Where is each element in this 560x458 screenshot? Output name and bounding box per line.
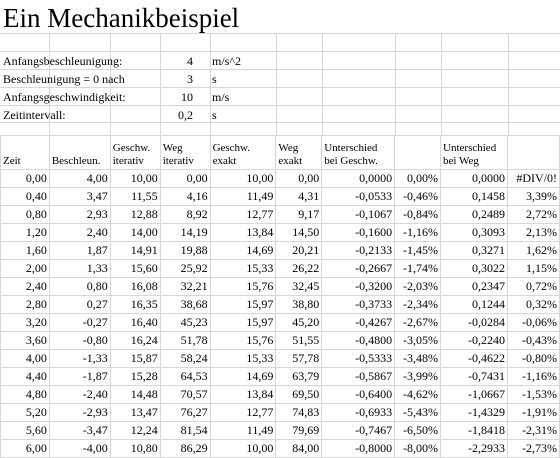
column-header-line: Beschleun. bbox=[51, 155, 101, 167]
table-cell[interactable]: 58,24 bbox=[160, 350, 210, 368]
column-header-line: Geschw. bbox=[212, 142, 251, 154]
table-cell[interactable]: 25,92 bbox=[160, 260, 210, 278]
table-cell[interactable]: 14,19 bbox=[160, 224, 210, 242]
table-cell[interactable]: -1,16% bbox=[507, 368, 559, 386]
table-cell[interactable]: -1,53% bbox=[507, 386, 559, 404]
table-cell[interactable]: 1,20 bbox=[1, 224, 50, 242]
table-cell[interactable]: -1,45% bbox=[395, 242, 441, 260]
table-row bbox=[1, 332, 560, 350]
table-header-row bbox=[1, 136, 560, 170]
table-cell[interactable]: 12,77 bbox=[210, 206, 276, 224]
table-cell[interactable]: 45,20 bbox=[276, 314, 322, 332]
param-unit: s bbox=[212, 72, 217, 86]
table-cell[interactable]: 4,40 bbox=[1, 368, 50, 386]
table-cell[interactable]: 19,88 bbox=[160, 242, 210, 260]
results-table bbox=[0, 135, 560, 458]
table-cell[interactable]: 32,21 bbox=[160, 278, 210, 296]
table-cell[interactable]: 4,00 bbox=[1, 350, 50, 368]
table-row bbox=[1, 170, 560, 188]
column-header-line: exakt bbox=[278, 155, 303, 167]
table-cell[interactable]: 0,0000 bbox=[322, 170, 395, 188]
column-header-line: Unterschied bbox=[443, 142, 497, 154]
table-cell[interactable]: -2,73% bbox=[507, 440, 559, 458]
table-cell[interactable]: -6,50% bbox=[395, 422, 441, 440]
table-row bbox=[1, 314, 560, 332]
table-cell[interactable]: 79,69 bbox=[276, 422, 322, 440]
table-cell[interactable]: -0,06% bbox=[507, 314, 559, 332]
table-cell[interactable]: 13,84 bbox=[210, 224, 276, 242]
param-row-initial-velocity bbox=[0, 88, 560, 106]
table-cell[interactable]: 14,48 bbox=[110, 386, 160, 404]
table-cell[interactable]: -0,6933 bbox=[322, 404, 395, 422]
table-cell[interactable]: 0,2489 bbox=[441, 206, 508, 224]
table-cell[interactable]: 15,33 bbox=[210, 260, 276, 278]
table-cell[interactable]: 0,32% bbox=[507, 296, 559, 314]
param-unit: m/s bbox=[212, 90, 230, 104]
table-cell[interactable]: 69,50 bbox=[276, 386, 322, 404]
table-row bbox=[1, 404, 560, 422]
table-cell[interactable]: -0,46% bbox=[395, 188, 441, 206]
table-cell[interactable]: -2,31% bbox=[507, 422, 559, 440]
table-cell[interactable]: 2,13% bbox=[507, 224, 559, 242]
table-cell[interactable]: 16,08 bbox=[110, 278, 160, 296]
table-cell[interactable]: 45,23 bbox=[160, 314, 210, 332]
parameter-block bbox=[0, 52, 560, 124]
table-cell[interactable]: 0,80 bbox=[49, 278, 110, 296]
column-header-line: bei Weg bbox=[443, 155, 479, 167]
table-cell[interactable]: 51,55 bbox=[276, 332, 322, 350]
table-cell[interactable]: -2,67% bbox=[395, 314, 441, 332]
table-cell[interactable]: 12,88 bbox=[110, 206, 160, 224]
table-cell[interactable]: -3,48% bbox=[395, 350, 441, 368]
column-header[interactable] bbox=[441, 136, 508, 170]
param-value[interactable]: 4 bbox=[187, 54, 193, 68]
table-cell[interactable]: -0,6400 bbox=[322, 386, 395, 404]
column-header-line: Zeit bbox=[3, 155, 21, 167]
table-row bbox=[1, 296, 560, 314]
table-cell[interactable]: -0,80 bbox=[49, 332, 110, 350]
table-cell[interactable]: 57,78 bbox=[276, 350, 322, 368]
table-cell[interactable]: -2,93 bbox=[49, 404, 110, 422]
table-cell[interactable]: -1,8418 bbox=[441, 422, 508, 440]
table-cell[interactable]: -4,00 bbox=[49, 440, 110, 458]
table-cell[interactable]: 4,31 bbox=[276, 188, 322, 206]
table-cell[interactable]: -1,74% bbox=[395, 260, 441, 278]
table-cell[interactable]: -2,34% bbox=[395, 296, 441, 314]
table-cell[interactable]: 16,24 bbox=[110, 332, 160, 350]
table-cell[interactable]: 81,54 bbox=[160, 422, 210, 440]
column-header[interactable] bbox=[276, 136, 322, 170]
table-cell[interactable]: -0,1067 bbox=[322, 206, 395, 224]
table-cell[interactable]: 0,72% bbox=[507, 278, 559, 296]
table-cell[interactable]: -0,7431 bbox=[441, 368, 508, 386]
table-cell[interactable]: 0,27 bbox=[49, 296, 110, 314]
table-cell[interactable]: -0,80% bbox=[507, 350, 559, 368]
table-cell[interactable]: -0,5333 bbox=[322, 350, 395, 368]
table-cell[interactable]: 2,40 bbox=[1, 278, 50, 296]
table-cell[interactable]: 16,40 bbox=[110, 314, 160, 332]
column-header[interactable] bbox=[49, 136, 110, 170]
table-cell[interactable]: 3,60 bbox=[1, 332, 50, 350]
column-header[interactable] bbox=[1, 136, 50, 170]
table-cell[interactable]: 84,00 bbox=[276, 440, 322, 458]
table-cell[interactable]: 0,3093 bbox=[441, 224, 508, 242]
table-cell[interactable]: 0,1458 bbox=[441, 188, 508, 206]
table-cell[interactable]: 0,0000 bbox=[441, 170, 508, 188]
table-cell[interactable]: 15,76 bbox=[210, 278, 276, 296]
table-cell[interactable]: -0,3733 bbox=[322, 296, 395, 314]
column-header[interactable] bbox=[110, 136, 160, 170]
table-cell[interactable]: 2,00 bbox=[1, 260, 50, 278]
column-header[interactable] bbox=[507, 136, 559, 170]
table-cell[interactable]: 2,93 bbox=[49, 206, 110, 224]
table-cell[interactable]: -2,03% bbox=[395, 278, 441, 296]
param-label: Anfangsbeschleunigung: bbox=[3, 54, 123, 68]
table-cell[interactable]: 1,60 bbox=[1, 242, 50, 260]
table-cell[interactable]: 1,87 bbox=[49, 242, 110, 260]
table-row bbox=[1, 386, 560, 404]
table-cell[interactable]: -0,8000 bbox=[322, 440, 395, 458]
param-unit: m/s^2 bbox=[212, 54, 241, 68]
table-cell[interactable]: -0,2240 bbox=[441, 332, 508, 350]
table-cell[interactable]: -1,91% bbox=[507, 404, 559, 422]
table-cell[interactable]: 26,22 bbox=[276, 260, 322, 278]
table-row bbox=[1, 368, 560, 386]
table-cell[interactable]: 0,00 bbox=[160, 170, 210, 188]
table-cell[interactable]: 5,60 bbox=[1, 422, 50, 440]
table-body bbox=[1, 170, 560, 458]
table-cell[interactable]: 3,20 bbox=[1, 314, 50, 332]
table-cell[interactable]: 3,47 bbox=[49, 188, 110, 206]
table-cell[interactable]: 14,69 bbox=[210, 368, 276, 386]
table-row bbox=[1, 422, 560, 440]
table-cell[interactable]: 86,29 bbox=[160, 440, 210, 458]
table-cell[interactable]: 2,40 bbox=[49, 224, 110, 242]
table-cell[interactable]: -0,2667 bbox=[322, 260, 395, 278]
table-cell[interactable]: 70,57 bbox=[160, 386, 210, 404]
table-row bbox=[1, 278, 560, 296]
table-cell[interactable]: 32,45 bbox=[276, 278, 322, 296]
table-cell[interactable]: 15,76 bbox=[210, 332, 276, 350]
table-cell[interactable]: -1,16% bbox=[395, 224, 441, 242]
table-cell[interactable]: -2,2933 bbox=[441, 440, 508, 458]
column-header[interactable] bbox=[160, 136, 210, 170]
table-cell[interactable]: 15,60 bbox=[110, 260, 160, 278]
table-cell[interactable]: 64,53 bbox=[160, 368, 210, 386]
table-cell[interactable]: 20,21 bbox=[276, 242, 322, 260]
table-cell[interactable]: #DIV/0! bbox=[507, 170, 559, 188]
table-cell[interactable]: 15,28 bbox=[110, 368, 160, 386]
table-cell[interactable]: 9,17 bbox=[276, 206, 322, 224]
column-header-line: Unterschied bbox=[324, 142, 378, 154]
table-cell[interactable]: 4,00 bbox=[49, 170, 110, 188]
table-cell[interactable]: 10,00 bbox=[210, 440, 276, 458]
table-cell[interactable]: 5,20 bbox=[1, 404, 50, 422]
table-row bbox=[1, 206, 560, 224]
column-header-line: exakt bbox=[212, 155, 237, 167]
table-cell[interactable]: 0,3022 bbox=[441, 260, 508, 278]
table-cell[interactable]: 14,50 bbox=[276, 224, 322, 242]
table-cell[interactable]: -8,00% bbox=[395, 440, 441, 458]
table-cell[interactable]: 4,16 bbox=[160, 188, 210, 206]
table-cell[interactable]: -0,27 bbox=[49, 314, 110, 332]
param-value[interactable]: 0,2 bbox=[178, 108, 193, 122]
table-cell[interactable]: 13,84 bbox=[210, 386, 276, 404]
table-cell[interactable]: -3,47 bbox=[49, 422, 110, 440]
table-cell[interactable]: 0,00 bbox=[1, 170, 50, 188]
table-cell[interactable]: -1,87 bbox=[49, 368, 110, 386]
table-cell[interactable]: 0,00 bbox=[276, 170, 322, 188]
column-header-line: iterativ bbox=[162, 155, 194, 167]
table-cell[interactable]: 11,55 bbox=[110, 188, 160, 206]
param-value[interactable]: 10 bbox=[181, 90, 193, 104]
table-cell[interactable]: -5,43% bbox=[395, 404, 441, 422]
table-cell[interactable]: 0,40 bbox=[1, 188, 50, 206]
table-cell[interactable]: 15,87 bbox=[110, 350, 160, 368]
param-label: Zeitintervall: bbox=[3, 108, 66, 122]
column-header-line: bei Geschw. bbox=[324, 155, 378, 167]
param-value[interactable]: 3 bbox=[187, 72, 193, 86]
table-cell[interactable]: 1,33 bbox=[49, 260, 110, 278]
param-row-initial-acceleration bbox=[0, 52, 560, 70]
table-cell[interactable]: 2,80 bbox=[1, 296, 50, 314]
table-cell[interactable]: -1,33 bbox=[49, 350, 110, 368]
table-cell[interactable]: -0,4800 bbox=[322, 332, 395, 350]
table-cell[interactable]: 0,1244 bbox=[441, 296, 508, 314]
table-cell[interactable]: -2,40 bbox=[49, 386, 110, 404]
table-cell[interactable]: 15,97 bbox=[210, 296, 276, 314]
param-row-time-interval bbox=[0, 106, 560, 124]
table-cell[interactable]: 15,97 bbox=[210, 314, 276, 332]
column-header[interactable] bbox=[210, 136, 276, 170]
table-cell[interactable]: 10,00 bbox=[110, 170, 160, 188]
table-cell[interactable]: -0,4622 bbox=[441, 350, 508, 368]
param-label: Anfangsgeschwindigkeit: bbox=[3, 90, 126, 104]
table-cell[interactable]: -0,0284 bbox=[441, 314, 508, 332]
table-cell[interactable]: 11,49 bbox=[210, 188, 276, 206]
table-cell[interactable]: 74,83 bbox=[276, 404, 322, 422]
table-cell[interactable]: -4,62% bbox=[395, 386, 441, 404]
column-header[interactable] bbox=[322, 136, 395, 170]
table-cell[interactable]: 0,80 bbox=[1, 206, 50, 224]
param-label: Beschleunigung = 0 nach bbox=[3, 72, 125, 86]
column-header-line: iterativ bbox=[112, 155, 144, 167]
table-cell[interactable]: 63,79 bbox=[276, 368, 322, 386]
table-cell[interactable]: 0,2347 bbox=[441, 278, 508, 296]
table-cell[interactable]: -0,2133 bbox=[322, 242, 395, 260]
table-cell[interactable]: -0,7467 bbox=[322, 422, 395, 440]
table-row bbox=[1, 440, 560, 458]
param-unit: s bbox=[212, 108, 217, 122]
table-cell[interactable]: -0,4267 bbox=[322, 314, 395, 332]
table-cell[interactable]: 14,69 bbox=[210, 242, 276, 260]
table-cell[interactable]: 3,39% bbox=[507, 188, 559, 206]
table-cell[interactable]: 38,68 bbox=[160, 296, 210, 314]
table-cell[interactable]: 38,80 bbox=[276, 296, 322, 314]
table-cell[interactable]: -3,05% bbox=[395, 332, 441, 350]
table-cell[interactable]: 11,49 bbox=[210, 422, 276, 440]
column-header-line: Geschw. bbox=[112, 142, 151, 154]
table-cell[interactable]: 15,33 bbox=[210, 350, 276, 368]
table-cell[interactable]: 1,15% bbox=[507, 260, 559, 278]
param-row-zero-acceleration-time bbox=[0, 70, 560, 88]
table-cell[interactable]: 2,72% bbox=[507, 206, 559, 224]
column-header[interactable] bbox=[395, 136, 441, 170]
table-row bbox=[1, 224, 560, 242]
table-cell[interactable]: 14,00 bbox=[110, 224, 160, 242]
table-cell[interactable]: 12,77 bbox=[210, 404, 276, 422]
table-cell[interactable]: -0,3200 bbox=[322, 278, 395, 296]
table-cell[interactable]: 4,80 bbox=[1, 386, 50, 404]
table-cell[interactable]: 0,00% bbox=[395, 170, 441, 188]
table-cell[interactable]: -0,43% bbox=[507, 332, 559, 350]
column-header-line: Weg bbox=[278, 142, 299, 154]
sheet-title: Ein Mechanikbeispiel bbox=[3, 3, 240, 33]
table-row bbox=[1, 188, 560, 206]
table-cell[interactable]: 8,92 bbox=[160, 206, 210, 224]
table-cell[interactable]: -0,1600 bbox=[322, 224, 395, 242]
table-cell[interactable]: 10,00 bbox=[210, 170, 276, 188]
table-cell[interactable]: 14,91 bbox=[110, 242, 160, 260]
table-cell[interactable]: 76,27 bbox=[160, 404, 210, 422]
table-cell[interactable]: 10,80 bbox=[110, 440, 160, 458]
table-row bbox=[1, 260, 560, 278]
table-row bbox=[1, 242, 560, 260]
table-cell[interactable]: -1,0667 bbox=[441, 386, 508, 404]
table-cell[interactable]: -3,99% bbox=[395, 368, 441, 386]
table-cell[interactable]: 16,35 bbox=[110, 296, 160, 314]
table-cell[interactable]: -0,84% bbox=[395, 206, 441, 224]
table-cell[interactable]: 0,3271 bbox=[441, 242, 508, 260]
table-cell[interactable]: 12,24 bbox=[110, 422, 160, 440]
table-cell[interactable]: 51,78 bbox=[160, 332, 210, 350]
table-cell[interactable]: 1,62% bbox=[507, 242, 559, 260]
table-row bbox=[1, 350, 560, 368]
column-header-line: Weg bbox=[162, 142, 183, 154]
table-cell[interactable]: 6,00 bbox=[1, 440, 50, 458]
table-cell[interactable]: -0,5867 bbox=[322, 368, 395, 386]
table-cell[interactable]: -0,0533 bbox=[322, 188, 395, 206]
table-cell[interactable]: -1,4329 bbox=[441, 404, 508, 422]
table-cell[interactable]: 13,47 bbox=[110, 404, 160, 422]
